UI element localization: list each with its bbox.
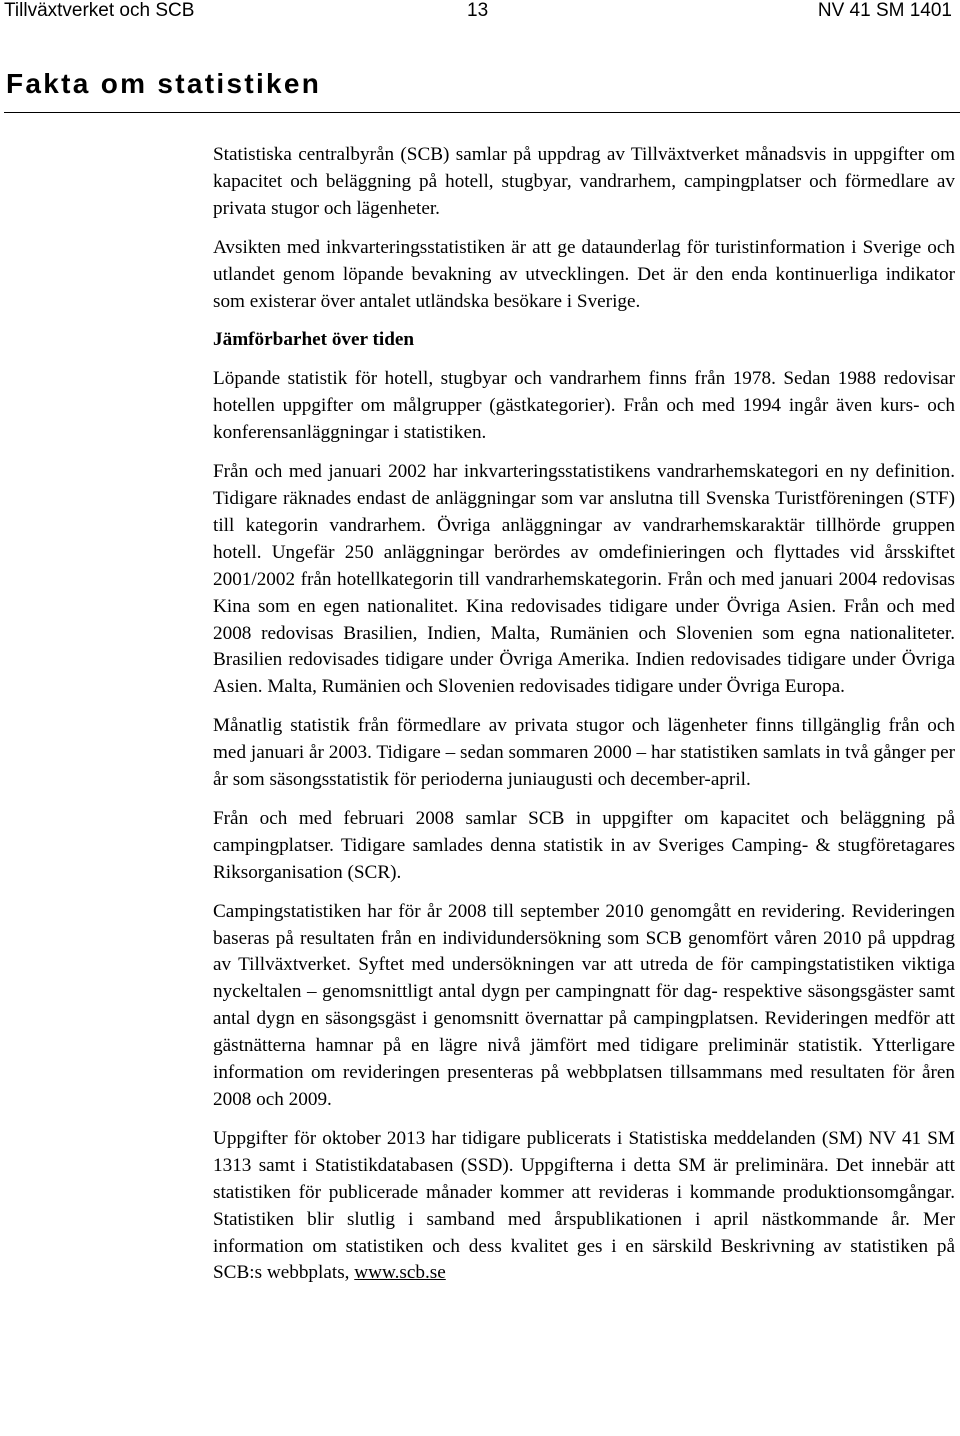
final-paragraph [213,1126,955,1287]
page-title: Fakta om statistiken [6,68,322,99]
final-paragraph-text: Uppgifter för oktober 2013 har tidigare publicerats i Statistiska meddelanden (SM) NV 41 SM 1313 samt i Statistikdatabasen (SSD). Uppgifterna i detta SM är preliminära. Det innebär att statistiken för publicerade månader kommer att revideras i kommande produktionsomgångar. Statistiken blir slutlig i samband med årspublikationen i april nästkommande år. Mer information om statistiken och dess kvalitet ges i en särskild Beskrivning av statistiken på SCB:s webbplats, [213,1127,955,1284]
section-paragraph-3: Månatlig statistik från förmedlare av privata stugor och lägenheter finns tillgänglig från och med januari år 2003. Tidigare – sedan sommaren 2000 – har statistiken samlats in två gånger per år som säsongsstatistik för perioderna juniaugusti och december-april. [213,715,955,791]
header-report-id: NV 41 SM 1401 [817,0,952,21]
page-header [0,0,960,26]
section-paragraph-5: Campingstatistiken har för år 2008 till september 2010 genomgått en revidering. Revideringen baseras på resultaten från en individundersökning som SCB genomfört våren 2010 på uppdrag av Tillväxtverket. Syftet med undersökningen var att utreda de för campingstatistiken viktiga nyckeltalen – genomsnittligt antal dygn per campingnatt för dag- respektive säsongsgäster samt antal dygn en säsongsgäst i genomsnitt övernattar på campingplatsen. Revideringen medför att gästnätterna hamnar på en lägre nivå jämfört med tidigare preliminär statistik. Ytterligare information om revideringen presenteras på webbplatsen tillsammans med resultaten för åren 2008 och 2009. [213,900,955,1110]
section-paragraph-4: Från och med februari 2008 samlar SCB in uppgifter om kapacitet och beläggning på campingplatser. Tidigare samlades denna statistik in av Sveriges Camping- & stugföretagares Riksorganisation (SCR). [213,807,955,883]
intro-paragraph-2: Avsikten med inkvarteringsstatistiken är att ge dataunderlag för turistinformation i Sverige och utlandet genom löpande bevakning av utvecklingen. Det är den enda kontinuerliga indikator som existerar över antalet utländska besökare i Sverige. [213,236,955,312]
header-publisher: Tillväxtverket och SCB [4,0,195,21]
section-paragraph-2: Från och med januari 2002 har inkvarteringsstatistikens vandrarhemskategori en ny definition. Tidigare räknades endast de anläggningar som var anslutna till Svenska Turistföreningen (STF) till kategorin vandrarhem. Övriga anläggningar av vandrarhemskaraktär tillhörde gruppen hotell. Ungefär 250 anläggningar berördes av omdefinieringen och flyttades vid årsskiftet 2001/2002 från hotellkategorin till vandrarhemskategorin. Från och med januari 2004 redovisas Kina som en egen nationalitet. Kina redovisades tidigare under Övriga Asien. Från och med 2008 redovisas Brasilien, Indien, Malta, Rumänien och Slovenien som egna nationaliteter. Brasilien redovisades tidigare under Övriga Amerika. Indien redovisades tidigare under Övriga Asien. Malta, Rumänien och Slovenien redovisades tidigare under Övriga Europa. [213,461,955,698]
page-number: 13 [467,0,489,21]
document-body [213,142,955,1299]
title-divider [4,112,960,113]
intro-paragraph-1: Statistiska centralbyrån (SCB) samlar på uppdrag av Tillväxtverket månadsvis in uppgifter om kapacitet och beläggning på hotell, stugbyar, vandrarhem, campingplatser och förmedlare av privata stugor och lägenheter. [213,144,955,219]
section-heading: Jämförbarhet över tiden [213,329,415,351]
section-paragraph-1: Löpande statistik för hotell, stugbyar och vandrarhem finns från 1978. Sedan 1988 redovisar hotellen uppgifter om målgrupper (gästkategorier). Från och med 1994 ingår även kurs- och konferensanläggningar i statistiken. [213,368,955,444]
scb-website-link[interactable]: www.scb.se [354,1262,446,1284]
